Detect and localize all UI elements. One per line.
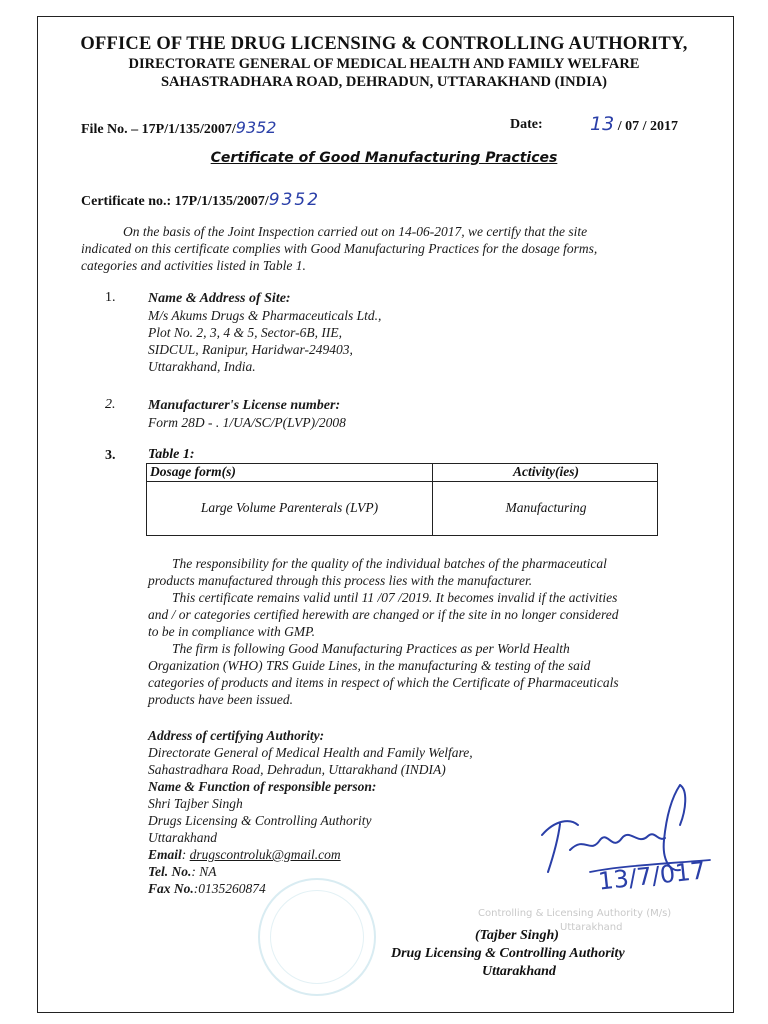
site-address-line: Plot No. 2, 3, 4 & 5, Sector-6B, IIE,	[148, 325, 342, 340]
address-heading: SAHASTRADHARA ROAD, DEHRADUN, UTTARAKHAND (INDIA)	[160, 74, 608, 90]
item3-number: 3.	[105, 448, 116, 463]
file-number	[81, 118, 276, 138]
certificate-number	[81, 190, 320, 210]
certificate-number-handwritten: 9352	[268, 190, 321, 210]
intro-line: On the basis of the Joint Inspection carried out on 14-06-2017, we certify that the site	[123, 224, 588, 239]
site-address-line: Uttarakhand, India.	[148, 359, 256, 374]
body-paragraphs	[148, 555, 718, 708]
firm-line: categories of products and items in respect of which the Certificate of Pharmaceuticals	[148, 675, 619, 690]
date-label: Date:	[510, 117, 543, 132]
firm-line: products have been issued.	[148, 692, 293, 707]
seal-text: Controlling & Licensing Authority (M/s)	[478, 908, 672, 919]
signatory-name: (Tajber Singh)	[475, 928, 559, 943]
fax-value: 0135260874	[198, 881, 266, 896]
signature-date: 13/7/017	[596, 856, 707, 896]
responsibility-line: products manufactured through this process lies with the manufacturer.	[148, 573, 533, 588]
item1-heading: Name & Address of Site:	[148, 291, 291, 306]
date-value	[590, 113, 678, 135]
certificate-title: Certificate of Good Manufacturing Practices	[210, 150, 558, 166]
tel-value: NA	[199, 864, 217, 879]
intro-line: categories and activities listed in Table 1.	[81, 258, 306, 273]
office-heading: OFFICE OF THE DRUG LICENSING & CONTROLLING AUTHORITY,	[80, 34, 688, 54]
validity-line: This certificate remains valid until 11 /07 /2019. It becomes invalid if the activities	[172, 590, 618, 605]
signatory-title: Drug Licensing & Controlling Authority	[391, 946, 625, 961]
authority-address-line: Directorate General of Medical Health and Family Welfare,	[148, 745, 473, 760]
email-label: Email	[148, 847, 182, 862]
authority-block	[148, 727, 473, 897]
signatory-state: Uttarakhand	[482, 964, 556, 979]
table-cell-dosage: Large Volume Parenterals (LVP)	[200, 500, 379, 515]
firm-line: The firm is following Good Manufacturing Practices as per World Health	[172, 641, 570, 656]
license-number: Form 28D - . 1/UA/SC/P(LVP)/2008	[148, 415, 346, 430]
fax-line: Fax No.:0135260874	[148, 881, 266, 896]
directorate-heading: DIRECTORATE GENERAL OF MEDICAL HEALTH AND FAMILY WELFARE	[128, 56, 640, 72]
item1-block	[148, 290, 381, 375]
activities-table	[146, 463, 658, 536]
site-address-line: SIDCUL, Ranipur, Haridwar-249403,	[148, 342, 353, 357]
certificate-number-label: Certificate no.: 17P/1/135/2007/	[81, 194, 269, 209]
email-line: Email: drugscontroluk@gmail.com	[148, 847, 341, 862]
authority-address-line: Sahastradhara Road, Dehradun, Uttarakhand (INDIA)	[148, 762, 446, 777]
fax-label: Fax No.	[148, 881, 194, 896]
item1-number: 1.	[105, 290, 116, 305]
validity-line: and / or categories certified herewith are changed or if the site in no longer considered	[148, 607, 619, 622]
item2-heading: Manufacturer's License number:	[148, 398, 341, 413]
file-number-handwritten: 9352	[235, 118, 277, 137]
table-cell-activity: Manufacturing	[505, 500, 587, 515]
intro-line: indicated on this certificate complies with Good Manufacturing Practices for the dosage forms,	[81, 241, 598, 256]
firm-line: Organization (WHO) TRS Guide Lines, in the manufacturing & testing of the said	[148, 658, 591, 673]
file-number-label: File No. – 17P/1/135/2007/	[81, 122, 236, 137]
official-seal-inner-ring	[270, 890, 364, 984]
date-rest: / 07 / 2017	[617, 119, 678, 134]
table-header-activity: Activity(ies)	[513, 464, 579, 479]
intro-paragraph	[81, 223, 711, 274]
item2-block	[148, 397, 346, 431]
item2-number: 2.	[105, 397, 116, 412]
table-header-dosage: Dosage form(s)	[150, 464, 236, 479]
responsibility-line: The responsibility for the quality of the individual batches of the pharmaceutical	[172, 556, 607, 571]
tel-line: Tel. No.: NA	[148, 864, 217, 879]
responsible-person-line: Uttarakhand	[148, 830, 217, 845]
responsible-person-line: Shri Tajber Singh	[148, 796, 243, 811]
seal-text: Uttarakhand	[560, 922, 623, 933]
email-link[interactable]: drugscontroluk@gmail.com	[189, 847, 341, 862]
responsible-person-line: Drugs Licensing & Controlling Authority	[148, 813, 372, 828]
site-address-line: M/s Akums Drugs & Pharmaceuticals Ltd.,	[148, 308, 382, 323]
authority-address-heading: Address of certifying Authority:	[148, 728, 325, 743]
item3-heading: Table 1:	[148, 447, 195, 462]
date-day-handwritten: 13	[590, 113, 615, 135]
tel-label: Tel. No.	[148, 864, 192, 879]
responsible-person-heading: Name & Function of responsible person:	[148, 779, 377, 794]
validity-line: to be in compliance with GMP.	[148, 624, 315, 639]
